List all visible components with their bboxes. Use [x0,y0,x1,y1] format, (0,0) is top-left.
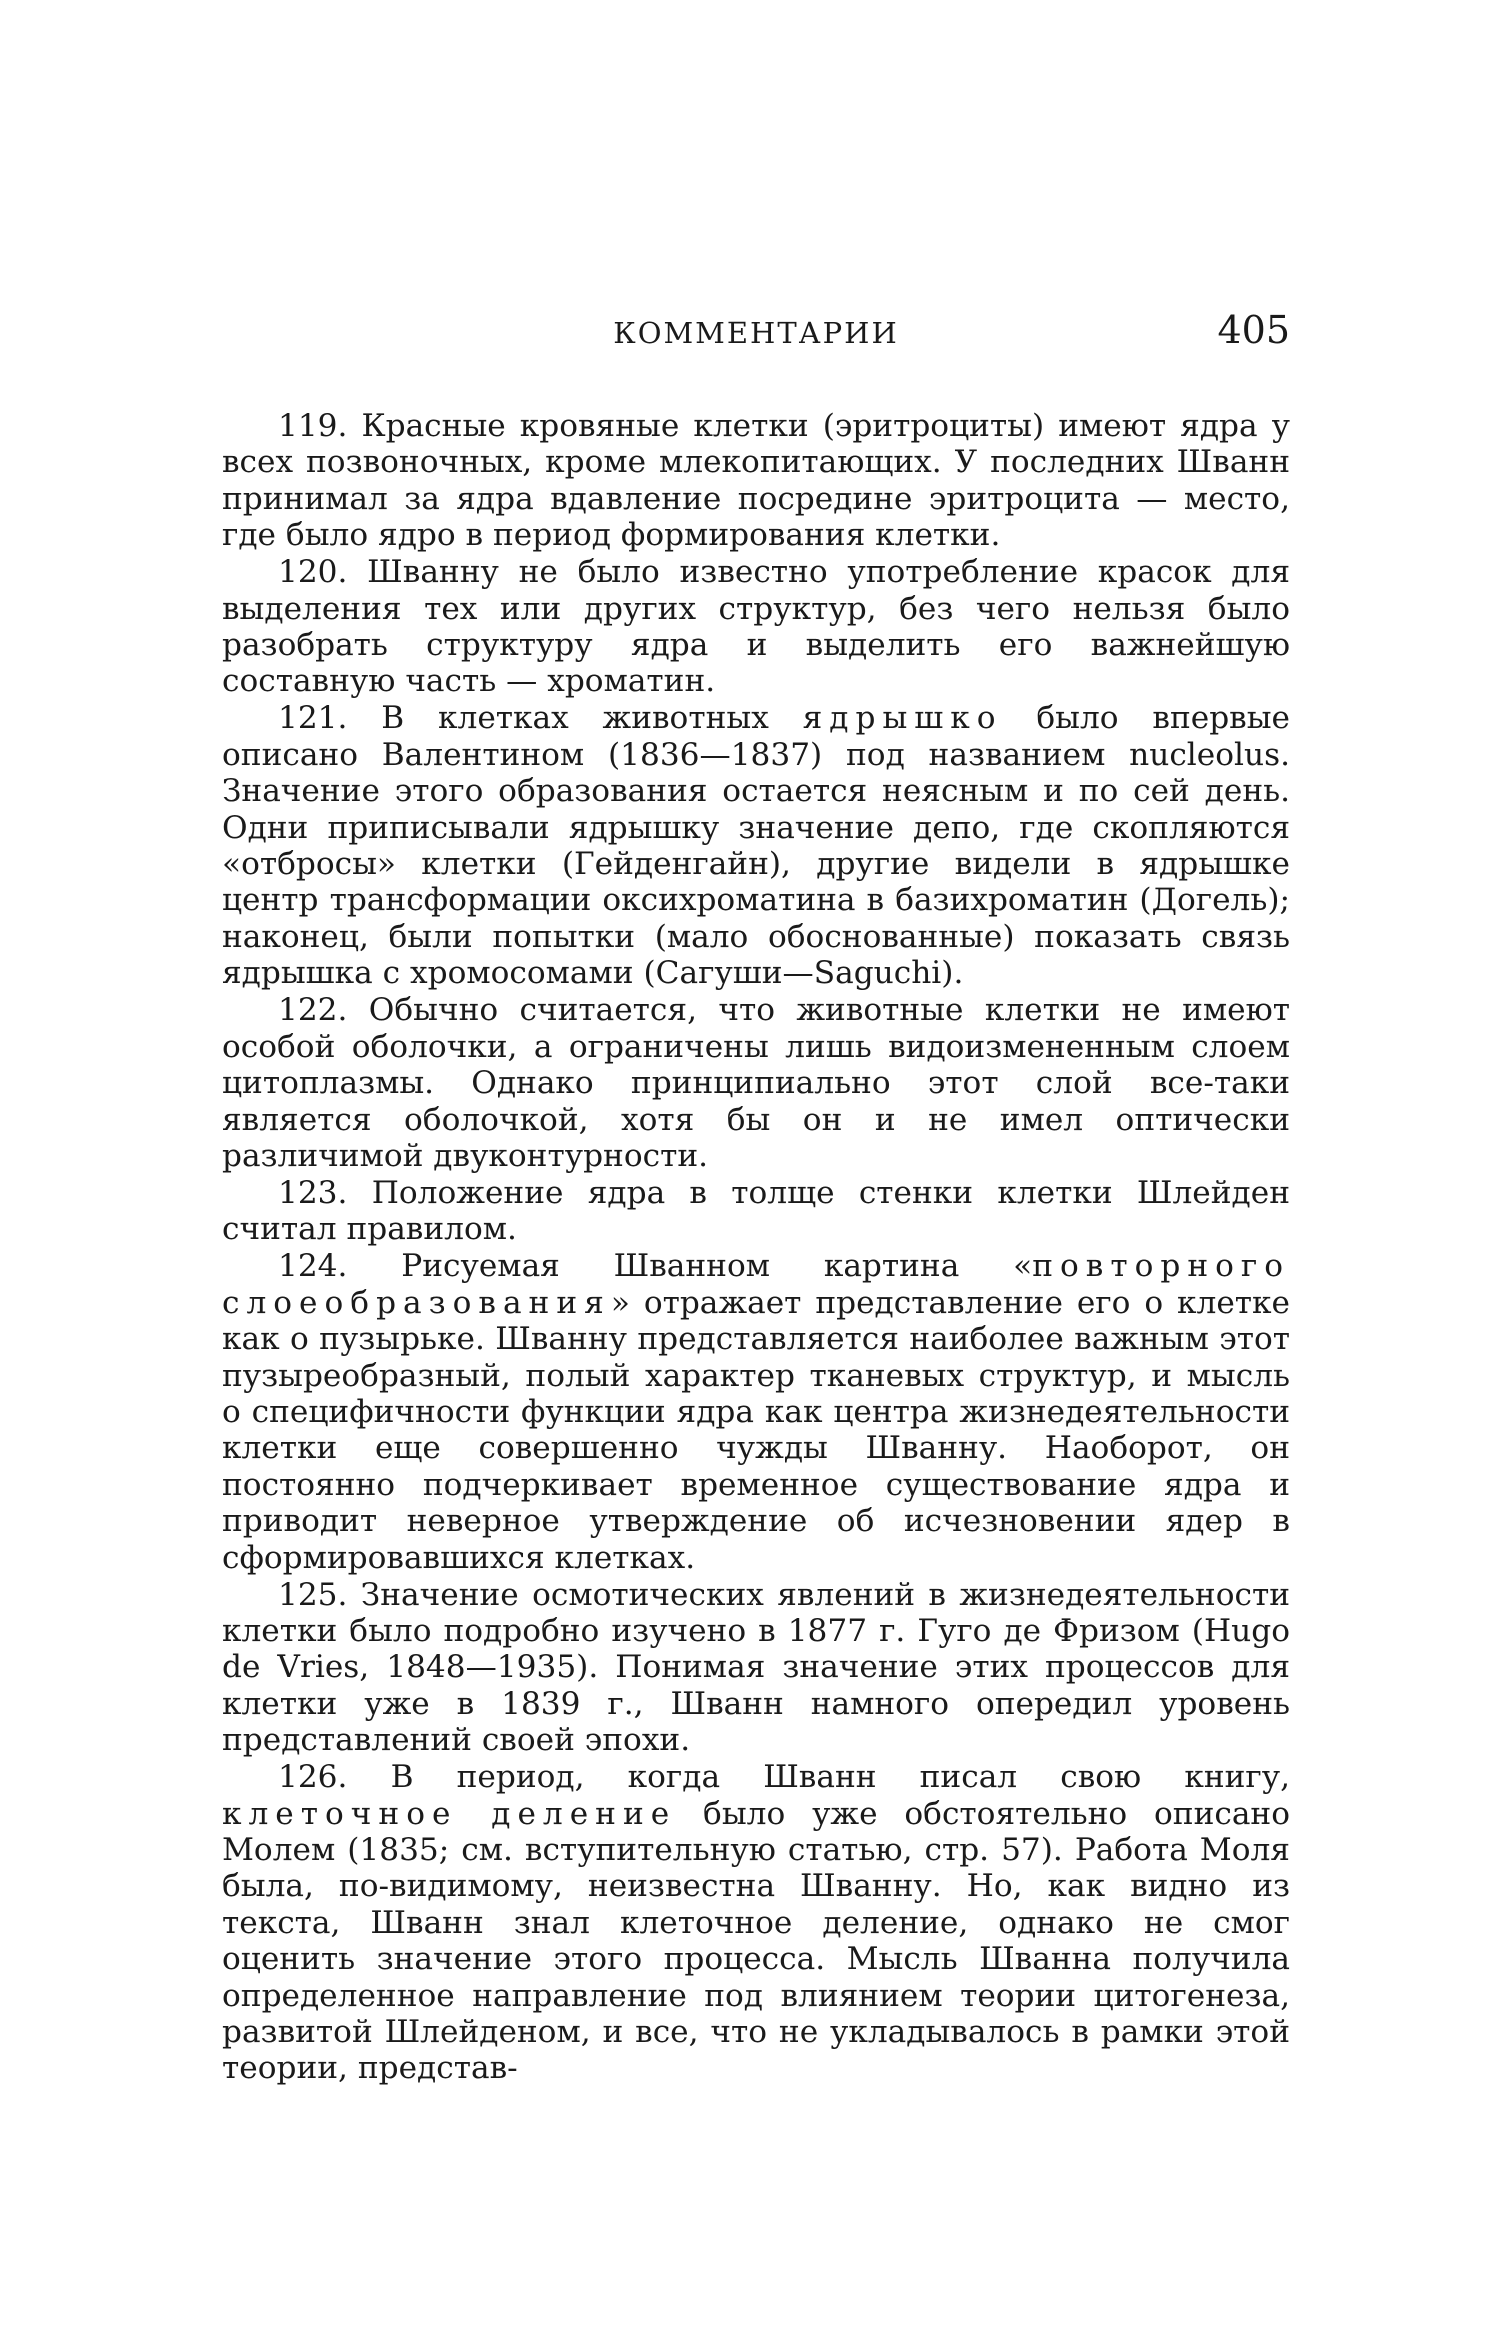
note-124 [222,1248,1290,1576]
commentary-text [222,408,1290,2087]
note-121 [222,700,1290,991]
note-121-lead: 121. В клетках животных [278,700,803,737]
note-126 [222,1759,1290,2087]
note-121-emphasis: ядрышко [802,700,1003,737]
note-124-rest: » отражает представление его о клетке как о пузырьке. Шванну представляется наиболее важным этот пузыреобразный, полый характер тканевых структур, и мысль о специфичности функции ядра как центра жизнедеятельности клетки еще совершенно чужды Шванну. Наоборот, он постоянно подчеркивает временное существование ядра и приводит неверное утверждение об исчезновении ядер в сформировавшихся клетках. [222,1284,1290,1576]
note-125: 125. Значение осмотических явлений в жизнедеятельности клетки было подробно изучено в 1877 г. Гуго де Фризом (Hugo de Vries, 1848—1935). Понимая значение этих процессов для клетки уже в 1839 г., Шванн намного опередил уровень представлений своей эпохи. [222,1576,1290,1759]
note-126-rest: было уже обстоятельно описано Молем (1835; см. вступительную статью, стр. 57). Работа Моля была, по-видимому, неизвестна Шванну. Но, как видно из текста, Шванн знал клеточное деление, однако не смог оценить значение этого процесса. Мысль Шванна получила определенное направление под влиянием теории цитогенеза, развитой Шлейденом, и все, что не укладывалось в рамки этой теории, представ- [222,1795,1290,2087]
running-header [222,308,1290,352]
note-122: 122. Обычно считается, что животные клетки не имеют особой оболочки, а ограничены лишь видоизмененным слоем цитоплазмы. Однако принципиально этот слой все-таки является оболочкой, хотя бы он и не имел оптически различимой двуконтурности. [222,992,1290,1174]
note-123: 123. Положение ядра в толще стенки клетки Шлейден считал правилом. [222,1174,1290,1248]
running-title: КОММЕНТАРИИ [613,316,899,350]
note-120: 120. Шванну не было известно употребление красок для выделения тех или других структур, без чего нельзя было разобрать структуру ядра и выделить его важнейшую составную часть — хроматин. [222,554,1290,700]
note-126-lead: 126. В период, когда Шванн писал свою книгу, [278,1759,1290,1796]
note-124-lead: 124. Рисуемая Шванном картина « [278,1248,1033,1285]
page-number: 405 [1217,308,1290,352]
note-121-rest: было впервые описано Валентином (1836—1837) под названием nucleolus. Значение этого образования остается неясным и по сей день. Одни приписывали ядрышку значение депо, где скопляются «отбросы» клетки (Гейденгайн), другие видели в ядрышке центр трансформации оксихроматина в базихроматин (Догель); наконец, были попытки (мало обоснованные) показать связь ядрышка с хромосомами (Сагуши—Saguchi). [222,700,1291,992]
note-124-emphasis: повторного слоеобразования [222,1248,1290,1321]
note-126-emphasis: клеточное деление [222,1795,677,1832]
note-119: 119. Красные кровяные клетки (эритроциты) имеют ядра у всех позвоночных, кроме млекопитающих. У последних Шванн принимал за ядра вдавление посредине эритроцита — место, где было ядро в период формирования клетки. [222,408,1290,554]
